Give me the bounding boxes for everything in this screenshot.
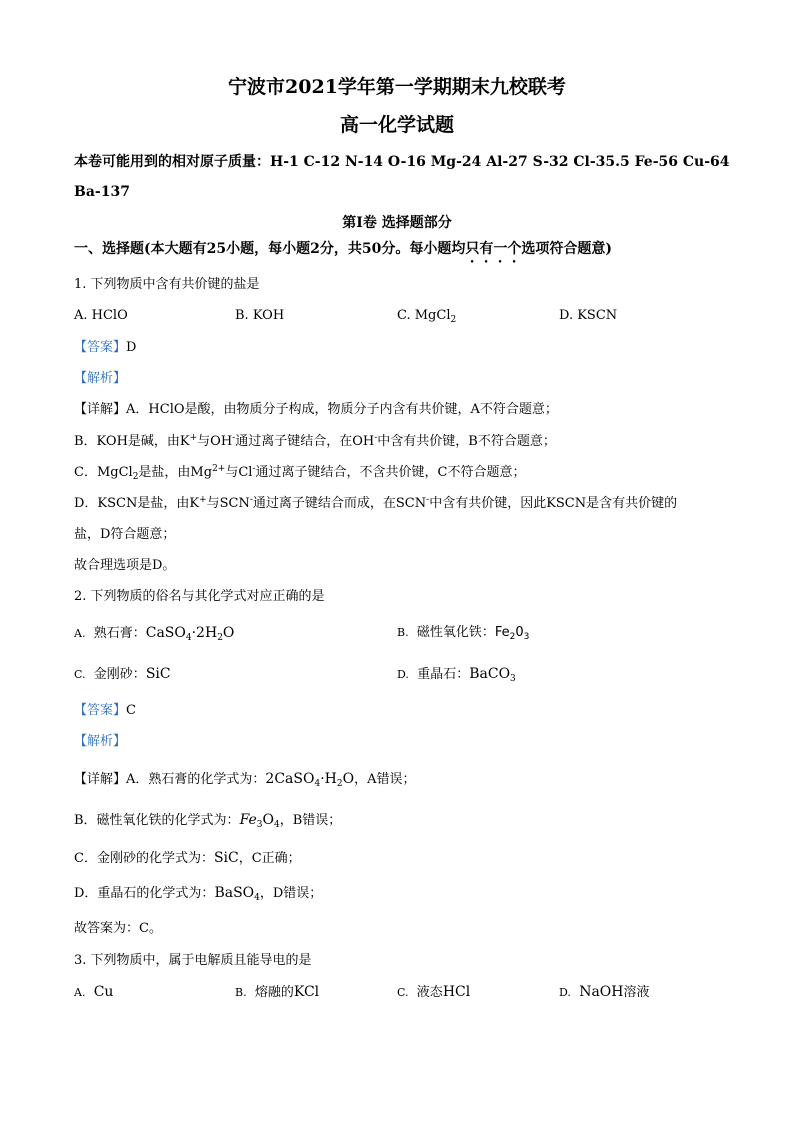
q1-option-b: B. KOH	[235, 308, 285, 323]
q2-answer: 【答案】C	[74, 703, 136, 718]
atomic-mass-line-1: 本卷可能用到的相对原子质量：H-1 C-12 N-14 O-16 Mg-24 Al-27 S-32 Cl-35.5 Fe-56 Cu-64	[74, 154, 730, 170]
q1-conclusion: 故合理选项是D。	[74, 558, 176, 573]
q3-option-b: B. 熔融的KCl	[235, 984, 320, 1000]
q1-detail-a: 【详解】A．HClO是酸，由物质分子构成，物质分子内含有共价键，A不符合题意；	[74, 402, 558, 417]
answer-tag: 【答案】	[74, 703, 127, 718]
q1-option-c: C. MgCl$_2$	[397, 308, 457, 325]
q2-analysis-tag: 【解析】	[74, 734, 127, 749]
emphasis-only-one: 只有一个	[465, 241, 522, 257]
q3-option-d: D. NaOH溶液	[559, 984, 650, 1000]
answer-tag: 【答案】	[74, 340, 127, 355]
q1-detail-b: B．KOH是碱，由K+与OH-通过离子键结合，在OH-中含有共价键，B不符合题意；	[74, 433, 556, 449]
q1-stem: 1. 下列物质中含有共价键的盐是	[74, 277, 260, 292]
q1-detail-d: D．KSCN是盐，由K+与SCN-通过离子键结合而成，在SCN-中含有共价键，因此KSCN是含有共价键的	[74, 495, 678, 511]
q3-stem: 3. 下列物质中，属于电解质且能导电的是	[74, 953, 312, 968]
q1-answer: 【答案】D	[74, 340, 137, 355]
q2-detail-c: C．金刚砂的化学式为：SiC，C正确；	[74, 850, 301, 866]
q3-option-c: C. 液态HCl	[397, 984, 471, 1000]
q2-detail-a: 【详解】A．熟石膏的化学式为：$2CaSO_4\cdot H_2O$，A错误；	[74, 771, 416, 789]
q2-option-a: A. 熟石膏：$CaSO_4\cdot 2H_2O$	[74, 625, 235, 643]
q2-detail-b: B．磁性氧化铁的化学式为：$Fe_3O_4$，B错误；	[74, 812, 342, 830]
exam-title: 宁波市2021学年第一学期期末九校联考	[228, 76, 566, 98]
q1-option-a: A. HClO	[74, 308, 128, 323]
q2-option-b: B. 磁性氧化铁：$Fe_20_3$	[397, 625, 530, 642]
q1-detail-c: C．MgCl$_2$是盐，由$Mg^{2+}$与Cl-通过离子键结合，不含共价键，C不符合题意；	[74, 464, 526, 482]
q2-conclusion: 故答案为：C。	[74, 921, 162, 936]
section-instructions: 一、选择题(本大题有25小题，每小题2分，共50分。每小题均只有一个选项符合题意)	[74, 241, 612, 257]
q1-option-d: D. KSCN	[559, 308, 618, 323]
q3-option-a: A. Cu	[74, 984, 114, 1000]
q2-stem: 2. 下列物质的俗名与其化学式对应正确的是	[74, 589, 325, 604]
q1-detail-d-cont: 盐，D符合题意；	[74, 527, 176, 542]
section-heading: 第Ⅰ卷 选择题部分	[342, 215, 452, 231]
q2-option-d: D. 重晶石：BaCO$_3$	[397, 666, 516, 684]
q1-analysis-tag: 【解析】	[74, 371, 127, 386]
exam-subtitle: 高一化学试题	[339, 114, 454, 136]
q2-detail-d: D．重晶石的化学式为：BaSO$_4$，D错误；	[74, 885, 323, 903]
atomic-mass-line-2: Ba-137	[74, 184, 130, 200]
q2-option-c: C. 金刚砂：SiC	[74, 666, 171, 682]
